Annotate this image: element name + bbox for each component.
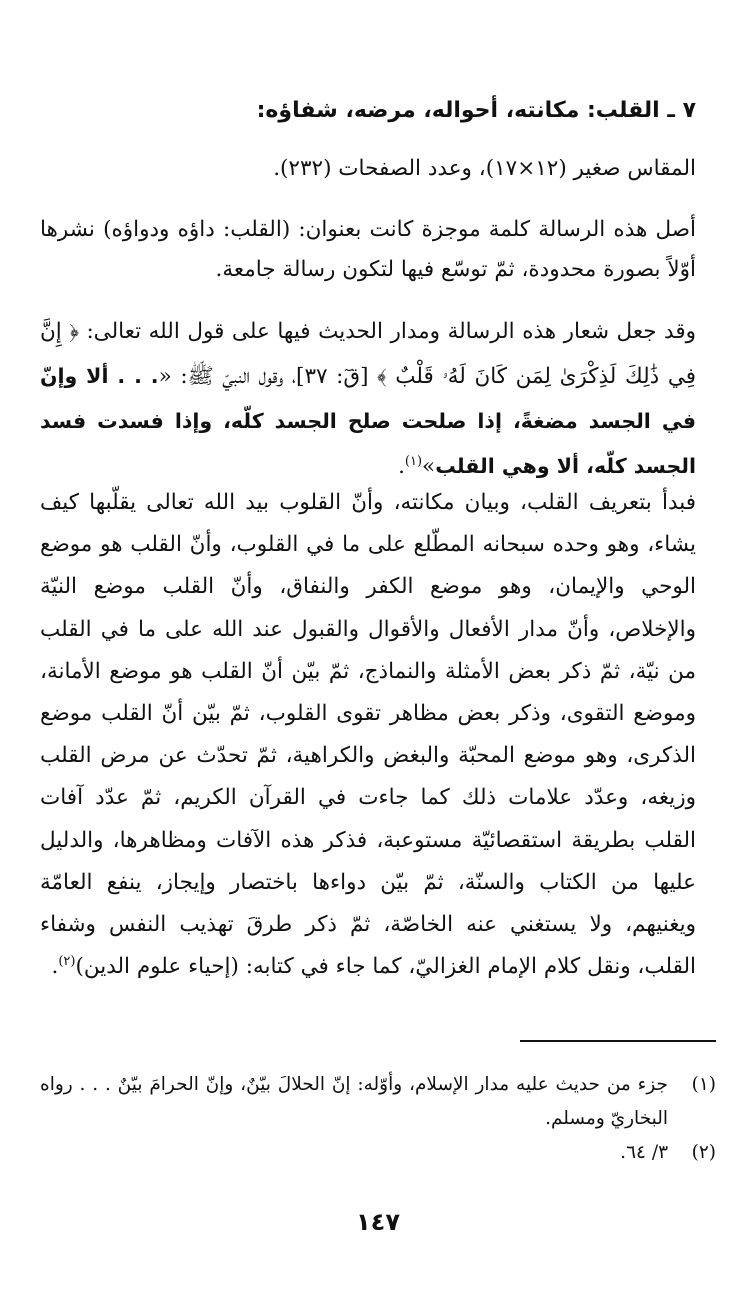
footnote-ref-2[interactable]: (٢) — [58, 954, 76, 970]
footnote-2 — [40, 1136, 716, 1170]
paragraph-origin-text: أصل هذه الرسالة كلمة موجزة كانت بعنوان: (القلب: داؤه ودواؤه) نشرها أوّلاً بصورة محدودة، ثمّ توسّع فيها لتكون رسالة جامعة. — [40, 217, 696, 282]
quran-reference: [قٓ: ٣٧]، وقول النبيّ ﷺ: « — [158, 364, 369, 389]
quran-verse: ﴿ إِنَّ فِي ذَٰلِكَ لَذِكْرَىٰ لِمَن كَانَ لَهُۥ قَلْبٌ ﴾ — [40, 319, 697, 389]
paragraph-origin — [40, 210, 716, 290]
section-heading: ٧ ـ القلب: مكانته، أحواله، مرضه، شفاؤه: — [256, 98, 696, 123]
paragraph-motto-end: . — [398, 454, 405, 479]
footnote-1 — [40, 1068, 716, 1136]
motto-intro: وقد جعل شعار هذه الرسالة ومدار الحديث فيها على قول الله تعالى: — [86, 319, 696, 344]
page-number: ١٤٧ — [356, 1208, 400, 1236]
paragraph-motto — [40, 310, 716, 489]
footnote-text: ٣/ ٦٤. — [620, 1142, 668, 1163]
hadith-close-quote: » — [422, 454, 436, 479]
footnote-text: جزء من حديث عليه مدار الإسلام، وأوّله: إنّ الحلالَ بيّنٌ، وإنّ الحرامَ بيّنٌ . . . رواه البخاريّ ومسلم. — [40, 1074, 668, 1129]
contents-summary: فبدأ بتعريف القلب، وبيان مكانته، وأنّ القلوب بيد الله تعالى يقلّبها كيف يشاء، وهو وحده سبحانه المطّلع على ما في القلوب، وأنّ القلب هو موضع الوحي والإيمان، وهو موضع الكفر والنفاق، وأنّ القلب موضع النيّة والإخلاص، وأنّ مدار الأفعال والأقوال والقبول عند الله على ما في القلب من نيّة، ثمّ ذكر بعض الأمثلة والنماذج، ثمّ بيّن أنّ القلب هو موضع الأمانة، وموضع التقوى، وذكر بعض مظاهر تقوى القلوب، ثمّ بيّن أنّ القلب موضع الذكرى، وهو موضع المحبّة والبغض والكراهية، ثمّ تحدّث عن مرض القلب وزيغه، وعدّد علامات ذلك كما جاءت في القرآن الكريم، ثمّ عدّد آفات القلب بطريقة استقصائيّة مستوعبة، فذكر هذه الآفات ومظاهرها، والدليل عليها من الكتاب والسنّة، ثمّ بيّن دواءها باختصار وإيجاز، ينفع العامّة ويغنيهم، ولا يستغني عنه الخاصّة، ثمّ ذكر طرقَ تهذيب النفس وشفاء القلب، ونقل كلام الإمام الغزاليّ، كما جاء في كتابه: (إحياء علوم الدين) — [40, 490, 696, 980]
hadith-quote: . . . ألا وإنّ في الجسد مضغةً، إذا صلحت صلح الجسد كلّه، وإذا فسدت فسد الجسد كلّه، ألا وهي القلب — [40, 364, 696, 478]
paragraph-contents — [40, 482, 716, 988]
paragraph-contents-end: . — [51, 954, 59, 980]
book-size-info: المقاس صغير (١٢×١٧)، وعدد الصفحات (٢٣٢). — [273, 156, 696, 181]
paragraph-motto-text — [40, 310, 716, 489]
footnote-separator — [520, 1040, 716, 1042]
paragraph-contents-text — [40, 482, 716, 988]
footnote-ref-1[interactable]: (١) — [404, 453, 423, 469]
footnote-number: (١) — [691, 1074, 716, 1095]
footnotes — [40, 1068, 716, 1170]
footnote-number: (٢) — [691, 1142, 716, 1163]
